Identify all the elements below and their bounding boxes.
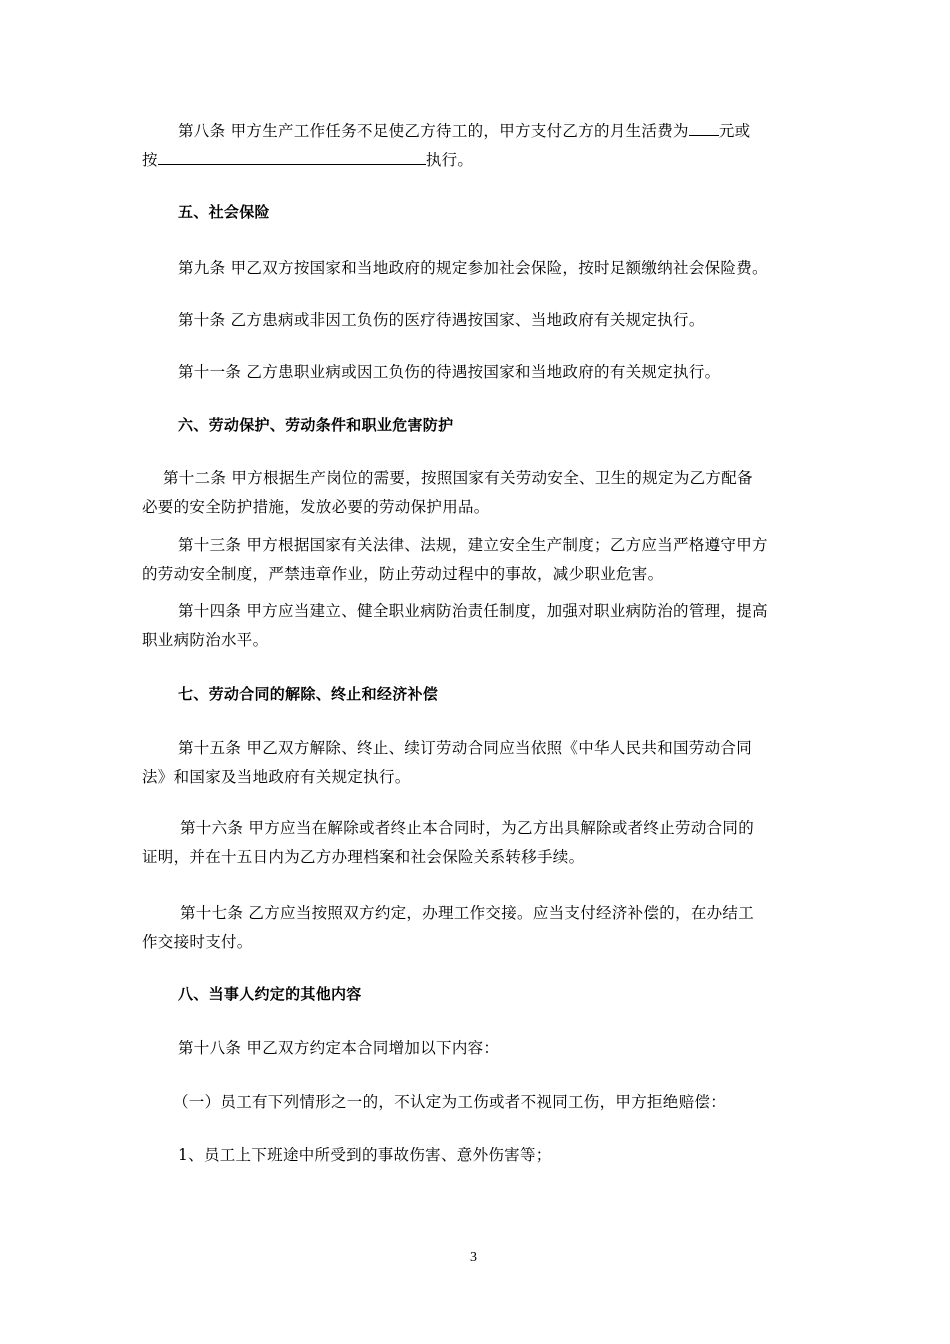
article-12-line-2: 必要的安全防护措施，发放必要的劳动保护用品。	[142, 498, 490, 516]
section-8-title: 八、当事人约定的其他内容	[178, 985, 362, 1003]
article-15-line-1: 第十五条 甲乙双方解除、终止、续订劳动合同应当依照《中华人民共和国劳动合同	[178, 739, 753, 757]
article-13-line-1: 第十三条 甲方根据国家有关法律、法规，建立安全生产制度；乙方应当严格遵守甲方	[178, 536, 768, 554]
article-16-line-1: 第十六条 甲方应当在解除或者终止本合同时，为乙方出具解除或者终止劳动合同的	[180, 819, 755, 837]
section-6-title: 六、劳动保护、劳动条件和职业危害防护	[178, 416, 454, 434]
article-13-line-2: 的劳动安全制度，严禁违章作业，防止劳动过程中的事故，减少职业危害。	[142, 565, 664, 583]
article-14-line-1: 第十四条 甲方应当建立、健全职业病防治责任制度，加强对职业病防治的管理，提高	[178, 602, 768, 620]
article-8-text: 第八条 甲方生产工作任务不足使乙方待工的，甲方支付乙方的月生活费为	[178, 122, 689, 140]
amount-blank	[689, 120, 719, 136]
article-9: 第九条 甲乙双方按国家和当地政府的规定参加社会保险，按时足额缴纳社会保险费。	[178, 259, 768, 277]
page-number: 3	[470, 1250, 477, 1265]
article-14-line-2: 职业病防治水平。	[142, 631, 269, 649]
section-7-title: 七、劳动合同的解除、终止和经济补偿	[178, 685, 439, 703]
section-5-title: 五、社会保险	[178, 203, 270, 221]
article-17-line-1: 第十七条 乙方应当按照双方约定，办理工作交接。应当支付经济补偿的，在办结工	[180, 904, 755, 922]
article-15-line-2: 法》和国家及当地政府有关规定执行。	[142, 768, 411, 786]
article-8-line-2	[142, 149, 473, 170]
article-8-end: 执行。	[425, 151, 474, 169]
article-8-prefix: 按	[142, 151, 158, 169]
article-8-suffix: 元或	[718, 122, 751, 140]
article-17-line-2: 作交接时支付。	[142, 933, 253, 951]
article-16-line-2: 证明，并在十五日内为乙方办理档案和社会保险关系转移手续。	[142, 848, 585, 866]
standard-blank	[158, 149, 426, 165]
article-12-line-1: 第十二条 甲方根据生产岗位的需要，按照国家有关劳动安全、卫生的规定为乙方配备	[163, 469, 753, 487]
article-18: 第十八条 甲乙双方约定本合同增加以下内容：	[178, 1039, 500, 1057]
item-1-1: 1、员工上下班途中所受到的事故伤害、意外伤害等；	[178, 1146, 552, 1164]
article-11: 第十一条 乙方患职业病或因工负伤的待遇按国家和当地政府的有关规定执行。	[178, 363, 721, 381]
article-10: 第十条 乙方患病或非因工负伤的医疗待遇按国家、当地政府有关规定执行。	[178, 311, 705, 329]
item-1-heading: （一）员工有下列情形之一的，不认定为工伤或者不视同工伤，甲方拒绝赔偿：	[173, 1093, 727, 1111]
article-8-line-1	[178, 120, 750, 141]
